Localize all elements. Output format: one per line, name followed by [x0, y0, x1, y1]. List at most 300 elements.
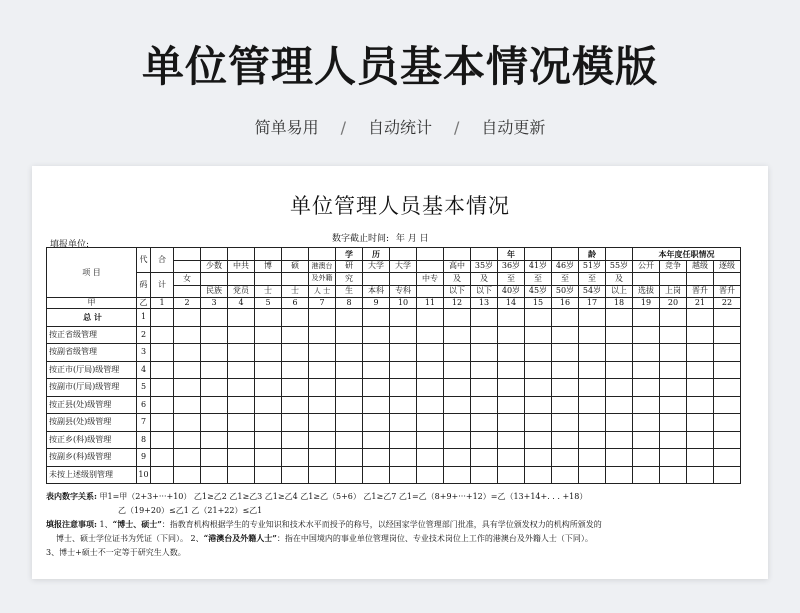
document-sheet: [32, 166, 768, 579]
data-cell[interactable]: [390, 431, 417, 449]
age-f-header: 以上: [606, 285, 633, 298]
data-cell[interactable]: [417, 379, 444, 397]
data-cell[interactable]: [471, 361, 498, 379]
data-cell[interactable]: [525, 379, 552, 397]
data-cell[interactable]: [309, 396, 336, 414]
data-cell[interactable]: [714, 326, 741, 344]
data-cell[interactable]: [336, 309, 363, 327]
data-cell[interactable]: [174, 449, 201, 467]
row-code: 9: [137, 449, 151, 467]
header-cell: [606, 248, 633, 261]
data-cell[interactable]: [444, 414, 471, 432]
data-cell[interactable]: [471, 396, 498, 414]
notes-text: 博士、硕士学位证书为凭证（下同）。 2、: [56, 534, 204, 543]
data-cell[interactable]: [309, 379, 336, 397]
data-cell[interactable]: [228, 326, 255, 344]
data-cell[interactable]: [498, 449, 525, 467]
data-cell[interactable]: [151, 326, 174, 344]
data-cell[interactable]: [444, 379, 471, 397]
data-cell[interactable]: [282, 309, 309, 327]
data-cell[interactable]: [471, 431, 498, 449]
data-cell[interactable]: [606, 449, 633, 467]
data-cell[interactable]: [579, 449, 606, 467]
data-cell[interactable]: [363, 396, 390, 414]
data-cell[interactable]: [417, 344, 444, 362]
data-cell[interactable]: [552, 344, 579, 362]
data-cell[interactable]: [552, 326, 579, 344]
junior-college-header: 大学: [390, 260, 417, 273]
data-cell[interactable]: [282, 379, 309, 397]
column-index-cell: 9: [363, 298, 390, 309]
hs-header: 及: [444, 273, 471, 286]
data-cell[interactable]: [633, 414, 660, 432]
column-index-cell: 4: [228, 298, 255, 309]
data-cell[interactable]: [174, 361, 201, 379]
data-cell[interactable]: [309, 431, 336, 449]
data-cell[interactable]: [660, 466, 687, 484]
data-cell[interactable]: [471, 344, 498, 362]
data-cell[interactable]: [498, 396, 525, 414]
data-cell[interactable]: [151, 361, 174, 379]
data-cell[interactable]: [390, 326, 417, 344]
header-cell: [255, 248, 282, 261]
data-cell[interactable]: [525, 414, 552, 432]
age-e-header: 至: [579, 273, 606, 286]
data-cell[interactable]: [417, 326, 444, 344]
data-cell[interactable]: [151, 431, 174, 449]
data-cell[interactable]: [201, 449, 228, 467]
notes-text: ：指在中国境内的事业单位管理岗位、专业技术岗位上工作的港澳台及外籍人士（下同）。: [276, 534, 593, 543]
data-cell[interactable]: [390, 449, 417, 467]
data-cell[interactable]: [363, 466, 390, 484]
undergrad-header: 本科: [363, 285, 390, 298]
hkmo-header: 人 士: [309, 285, 336, 298]
data-cell[interactable]: [498, 344, 525, 362]
table-row: [47, 344, 741, 362]
undergrad-header: 大学: [363, 260, 390, 273]
data-cell[interactable]: [471, 326, 498, 344]
data-cell[interactable]: [282, 326, 309, 344]
data-cell[interactable]: [471, 466, 498, 484]
data-cell[interactable]: [255, 431, 282, 449]
data-cell[interactable]: [417, 414, 444, 432]
data-cell[interactable]: [174, 326, 201, 344]
data-cell[interactable]: [228, 309, 255, 327]
data-cell[interactable]: [282, 396, 309, 414]
data-cell[interactable]: [174, 466, 201, 484]
data-cell[interactable]: [336, 414, 363, 432]
age-a-header: 及: [471, 273, 498, 286]
data-cell[interactable]: [228, 361, 255, 379]
data-cell[interactable]: [525, 396, 552, 414]
data-cell[interactable]: [687, 309, 714, 327]
tag-separator: /: [340, 118, 346, 137]
data-cell[interactable]: [606, 379, 633, 397]
data-cell[interactable]: [525, 466, 552, 484]
data-cell[interactable]: [151, 396, 174, 414]
data-cell[interactable]: [255, 344, 282, 362]
data-cell[interactable]: [309, 309, 336, 327]
appoint-d-header: 晋升: [714, 285, 741, 298]
data-cell[interactable]: [309, 414, 336, 432]
data-cell[interactable]: [151, 449, 174, 467]
row-code: 3: [137, 344, 151, 362]
unit-label: 填报单位:: [50, 240, 90, 250]
data-cell[interactable]: [151, 344, 174, 362]
header-row-3: [47, 273, 741, 286]
data-cell[interactable]: [363, 449, 390, 467]
data-cell[interactable]: [201, 326, 228, 344]
data-cell[interactable]: [579, 309, 606, 327]
data-cell[interactable]: [363, 309, 390, 327]
data-cell[interactable]: [552, 396, 579, 414]
data-cell[interactable]: [228, 379, 255, 397]
data-cell[interactable]: [390, 396, 417, 414]
data-cell[interactable]: [417, 449, 444, 467]
data-cell[interactable]: [498, 326, 525, 344]
data-cell[interactable]: [282, 449, 309, 467]
header-cell: [363, 273, 390, 286]
data-cell[interactable]: [336, 396, 363, 414]
data-cell[interactable]: [498, 361, 525, 379]
data-cell[interactable]: [633, 361, 660, 379]
data-cell[interactable]: [687, 466, 714, 484]
table-row: [47, 361, 741, 379]
data-cell[interactable]: [255, 309, 282, 327]
data-cell[interactable]: [525, 326, 552, 344]
data-cell[interactable]: [660, 309, 687, 327]
row-code: 1: [137, 309, 151, 327]
data-cell[interactable]: [444, 449, 471, 467]
data-cell[interactable]: [687, 396, 714, 414]
data-cell[interactable]: [174, 414, 201, 432]
column-index-cell: 21: [687, 298, 714, 309]
data-cell[interactable]: [174, 379, 201, 397]
age-b-header: 40岁: [498, 285, 525, 298]
data-cell[interactable]: [579, 344, 606, 362]
data-cell[interactable]: [255, 379, 282, 397]
data-cell[interactable]: [552, 466, 579, 484]
data-cell[interactable]: [714, 449, 741, 467]
data-cell[interactable]: [390, 361, 417, 379]
header-cell: [201, 273, 228, 286]
data-cell[interactable]: [714, 466, 741, 484]
data-cell[interactable]: [606, 396, 633, 414]
data-cell[interactable]: [525, 344, 552, 362]
data-cell[interactable]: [228, 396, 255, 414]
data-cell[interactable]: [660, 326, 687, 344]
page-title: 单位管理人员基本情况模版: [141, 42, 658, 91]
data-cell[interactable]: [228, 414, 255, 432]
data-cell[interactable]: [579, 396, 606, 414]
data-cell[interactable]: [417, 361, 444, 379]
data-cell[interactable]: [714, 309, 741, 327]
data-cell[interactable]: [579, 326, 606, 344]
data-cell[interactable]: [417, 466, 444, 484]
data-cell[interactable]: [606, 361, 633, 379]
data-cell[interactable]: [633, 309, 660, 327]
data-cell[interactable]: [201, 344, 228, 362]
data-cell[interactable]: [633, 449, 660, 467]
data-cell[interactable]: [660, 344, 687, 362]
data-cell[interactable]: [255, 396, 282, 414]
data-cell[interactable]: [255, 466, 282, 484]
data-cell[interactable]: [174, 344, 201, 362]
appoint-b-header: 竞争: [660, 260, 687, 273]
header-cell: [282, 248, 309, 261]
data-cell[interactable]: [552, 449, 579, 467]
data-cell[interactable]: [336, 361, 363, 379]
data-cell[interactable]: [201, 414, 228, 432]
table-row: [47, 379, 741, 397]
appoint-b-header: 上岗: [660, 285, 687, 298]
education-header: 历: [363, 248, 390, 261]
column-index-cell: 6: [282, 298, 309, 309]
data-cell[interactable]: [417, 309, 444, 327]
data-cell[interactable]: [201, 309, 228, 327]
data-cell[interactable]: [525, 309, 552, 327]
row-code: 8: [137, 431, 151, 449]
data-cell[interactable]: [151, 466, 174, 484]
data-cell[interactable]: [471, 379, 498, 397]
column-index-cell: 14: [498, 298, 525, 309]
data-cell[interactable]: [498, 309, 525, 327]
data-cell[interactable]: [336, 431, 363, 449]
data-cell[interactable]: [606, 326, 633, 344]
data-cell[interactable]: [309, 449, 336, 467]
data-cell[interactable]: [687, 379, 714, 397]
data-cell[interactable]: [255, 326, 282, 344]
data-cell[interactable]: [390, 414, 417, 432]
data-cell[interactable]: [687, 361, 714, 379]
data-cell[interactable]: [633, 379, 660, 397]
data-cell[interactable]: [201, 396, 228, 414]
data-cell[interactable]: [363, 379, 390, 397]
data-cell[interactable]: [174, 431, 201, 449]
data-cell[interactable]: [606, 414, 633, 432]
data-cell[interactable]: [579, 414, 606, 432]
data-cell[interactable]: [444, 309, 471, 327]
data-cell[interactable]: [336, 379, 363, 397]
data-cell[interactable]: [336, 326, 363, 344]
relations-line-1: [46, 491, 587, 502]
column-index-cell: 5: [255, 298, 282, 309]
data-cell[interactable]: [552, 414, 579, 432]
data-cell[interactable]: [363, 431, 390, 449]
data-cell[interactable]: [174, 396, 201, 414]
data-cell[interactable]: [417, 431, 444, 449]
data-cell[interactable]: [579, 431, 606, 449]
data-cell[interactable]: [525, 431, 552, 449]
data-cell[interactable]: [309, 344, 336, 362]
data-cell[interactable]: [606, 431, 633, 449]
data-cell[interactable]: [201, 431, 228, 449]
data-cell[interactable]: [151, 414, 174, 432]
data-cell[interactable]: [228, 344, 255, 362]
data-cell[interactable]: [363, 344, 390, 362]
appointment-header: 本年度任职情况: [633, 248, 741, 261]
data-cell[interactable]: [714, 361, 741, 379]
header-cell: [687, 273, 714, 286]
data-cell[interactable]: [498, 466, 525, 484]
data-cell[interactable]: [390, 379, 417, 397]
data-cell[interactable]: [579, 466, 606, 484]
data-cell[interactable]: [228, 449, 255, 467]
table-row: [47, 396, 741, 414]
minority-header: 民族: [201, 285, 228, 298]
data-cell[interactable]: [282, 344, 309, 362]
data-cell[interactable]: [336, 344, 363, 362]
phd-header: 士: [255, 285, 282, 298]
relations-label: 表内数字关系:: [46, 491, 97, 501]
data-cell[interactable]: [255, 361, 282, 379]
relations-line-2: 乙（19+20）≤乙1 乙（21+22）≤乙1: [118, 506, 263, 515]
column-index-cell: 7: [309, 298, 336, 309]
data-cell[interactable]: [525, 361, 552, 379]
data-cell[interactable]: [444, 466, 471, 484]
data-cell[interactable]: [228, 431, 255, 449]
data-cell[interactable]: [444, 396, 471, 414]
data-cell[interactable]: [309, 326, 336, 344]
header-cell: [552, 248, 579, 261]
age-a-header: 35岁: [471, 260, 498, 273]
data-cell[interactable]: [660, 396, 687, 414]
age-a-header: 以下: [471, 285, 498, 298]
data-cell[interactable]: [336, 466, 363, 484]
data-cell[interactable]: [255, 449, 282, 467]
data-cell[interactable]: [444, 431, 471, 449]
data-cell[interactable]: [633, 396, 660, 414]
data-cell[interactable]: [282, 431, 309, 449]
data-cell[interactable]: [660, 431, 687, 449]
data-cell[interactable]: [552, 379, 579, 397]
deadline-value[interactable]: 年 月 日: [395, 234, 429, 244]
row-code: 4: [137, 361, 151, 379]
data-cell[interactable]: [633, 431, 660, 449]
tag-auto-stats: 自动统计: [367, 118, 432, 137]
data-cell[interactable]: [282, 414, 309, 432]
data-cell[interactable]: [687, 326, 714, 344]
minority-header: 少数: [201, 260, 228, 273]
age-e-header: 54岁: [579, 285, 606, 298]
party-header: 中共: [228, 260, 255, 273]
data-cell[interactable]: [363, 361, 390, 379]
data-cell[interactable]: [498, 414, 525, 432]
data-cell[interactable]: [417, 396, 444, 414]
data-cell[interactable]: [552, 431, 579, 449]
data-cell[interactable]: [714, 379, 741, 397]
hs-header: 高中: [444, 260, 471, 273]
data-cell[interactable]: [552, 361, 579, 379]
data-cell[interactable]: [282, 466, 309, 484]
data-cell[interactable]: [714, 344, 741, 362]
header-cell: [660, 273, 687, 286]
data-cell[interactable]: [363, 414, 390, 432]
data-cell[interactable]: [336, 449, 363, 467]
data-cell[interactable]: [228, 466, 255, 484]
data-cell[interactable]: [687, 449, 714, 467]
data-cell[interactable]: [255, 414, 282, 432]
header-cell: [417, 285, 444, 298]
data-cell[interactable]: [633, 344, 660, 362]
data-cell[interactable]: [309, 466, 336, 484]
data-cell[interactable]: [525, 449, 552, 467]
data-cell[interactable]: [660, 379, 687, 397]
age-f-header: 及: [606, 273, 633, 286]
age-d-header: 46岁: [552, 260, 579, 273]
data-cell[interactable]: [714, 431, 741, 449]
data-cell[interactable]: [660, 449, 687, 467]
master-header: 士: [282, 285, 309, 298]
data-cell[interactable]: [606, 466, 633, 484]
data-cell[interactable]: [633, 326, 660, 344]
header-cell: [417, 248, 444, 261]
age-d-header: 50岁: [552, 285, 579, 298]
column-index-cell: 20: [660, 298, 687, 309]
row-label: 按正市(厅局)级管理: [47, 361, 137, 379]
data-cell[interactable]: [471, 449, 498, 467]
item-header: 项 目: [47, 248, 137, 298]
data-cell[interactable]: [444, 326, 471, 344]
data-cell[interactable]: [309, 361, 336, 379]
header-cell: [444, 248, 471, 261]
data-cell[interactable]: [390, 466, 417, 484]
data-cell[interactable]: [390, 309, 417, 327]
data-cell[interactable]: [201, 466, 228, 484]
data-cell[interactable]: [498, 379, 525, 397]
data-cell[interactable]: [606, 309, 633, 327]
data-cell[interactable]: [660, 361, 687, 379]
data-cell[interactable]: [552, 309, 579, 327]
data-cell[interactable]: [606, 344, 633, 362]
data-cell[interactable]: [444, 361, 471, 379]
data-cell[interactable]: [687, 414, 714, 432]
data-cell[interactable]: [390, 344, 417, 362]
data-cell[interactable]: [579, 379, 606, 397]
notes-label: 填报注意事项:: [46, 519, 97, 529]
data-cell[interactable]: [174, 309, 201, 327]
data-cell[interactable]: [201, 361, 228, 379]
data-cell[interactable]: [363, 326, 390, 344]
data-cell[interactable]: [471, 414, 498, 432]
column-index-cell: 11: [417, 298, 444, 309]
code-header-bottom: 码: [137, 273, 151, 298]
data-cell[interactable]: [687, 344, 714, 362]
data-cell[interactable]: [714, 396, 741, 414]
data-cell[interactable]: [471, 309, 498, 327]
header-cell: [174, 260, 201, 273]
data-cell[interactable]: [714, 414, 741, 432]
data-cell[interactable]: [282, 361, 309, 379]
education-header: 学: [336, 248, 363, 261]
data-cell[interactable]: [444, 344, 471, 362]
age-e-header: 51岁: [579, 260, 606, 273]
row-code: 2: [137, 326, 151, 344]
data-cell[interactable]: [151, 309, 174, 327]
data-cell[interactable]: [151, 379, 174, 397]
data-cell[interactable]: [687, 431, 714, 449]
row-code: 7: [137, 414, 151, 432]
hs-header: 以下: [444, 285, 471, 298]
data-cell[interactable]: [633, 466, 660, 484]
data-cell[interactable]: [579, 361, 606, 379]
data-cell[interactable]: [498, 431, 525, 449]
age-header: 龄: [579, 248, 606, 261]
appoint-a-header: 选拔: [633, 285, 660, 298]
data-cell[interactable]: [660, 414, 687, 432]
data-cell[interactable]: [201, 379, 228, 397]
row-code: 5: [137, 379, 151, 397]
